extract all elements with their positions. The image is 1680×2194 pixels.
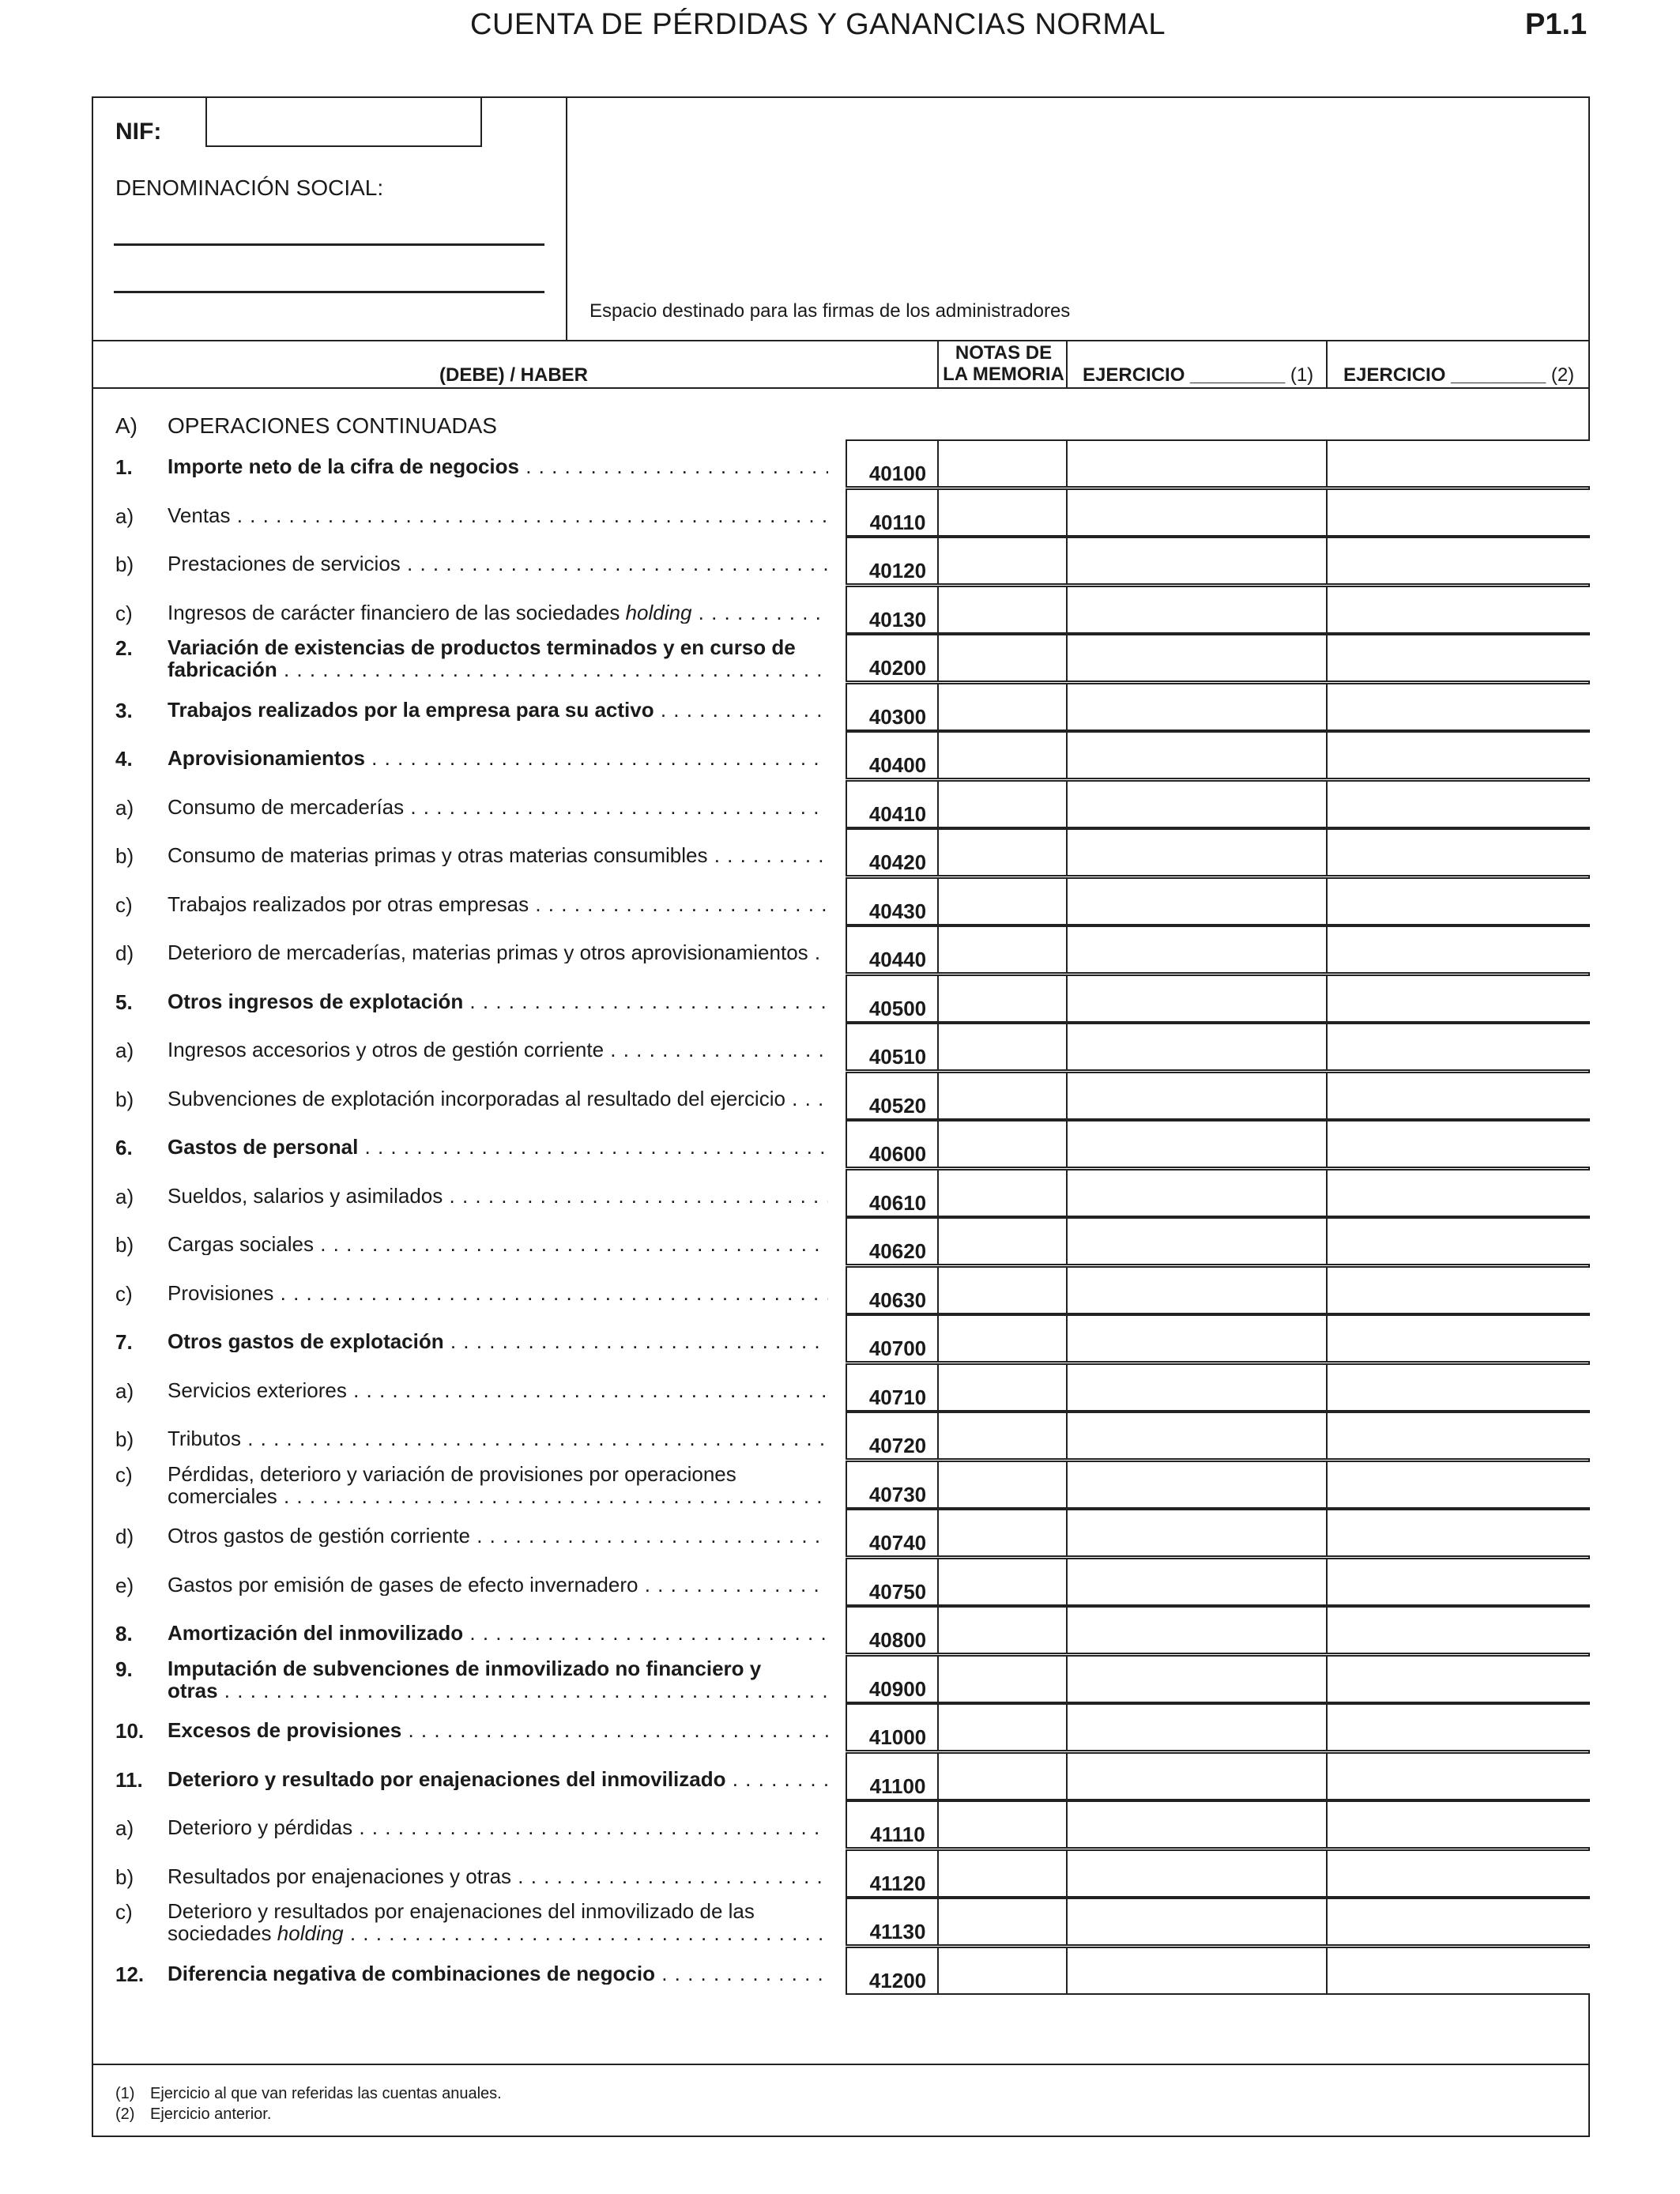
row-label xyxy=(168,1185,828,1207)
ejercicio-2-header xyxy=(1343,364,1574,386)
row-marker: b) xyxy=(115,1233,134,1257)
ejercicio-1-input[interactable] xyxy=(1066,537,1328,585)
row-label-line1: Imputación de subvenciones de inmovilizado no financiero y xyxy=(168,1657,762,1680)
ejercicio-1-input[interactable] xyxy=(1066,1072,1328,1120)
ejercicio-2-input[interactable] xyxy=(1326,731,1590,779)
row-label-italic: holding xyxy=(277,1922,344,1944)
row-label xyxy=(168,601,828,624)
row-label-text: Importe neto de la cifra de negocios xyxy=(168,455,519,477)
row-code: 40630 xyxy=(868,1288,927,1312)
row-label-text: Otros gastos de explotación xyxy=(168,1330,444,1352)
col-divider-notas xyxy=(937,340,939,389)
ejercicio-1-input[interactable] xyxy=(1066,1120,1328,1168)
row-label-text: Servicios exteriores xyxy=(168,1379,347,1401)
ejercicio-1-input[interactable] xyxy=(1066,586,1328,634)
row-marker: 5. xyxy=(115,990,133,1014)
row-label xyxy=(168,1330,828,1352)
columns-header-divider xyxy=(92,387,1590,389)
row-label-line2 xyxy=(168,1679,828,1702)
notas-input[interactable] xyxy=(937,1363,1068,1412)
row-label-text: Gastos por emisión de gases de efecto invernadero xyxy=(168,1574,638,1596)
footnote xyxy=(115,2083,502,2104)
row-code: 40120 xyxy=(868,559,927,582)
row-code: 41000 xyxy=(868,1725,927,1749)
ejercicio-1-input[interactable] xyxy=(1066,780,1328,828)
row-label xyxy=(168,1900,828,1944)
row-label-text: Resultados por enajenaciones y otras xyxy=(168,1865,512,1887)
row-label xyxy=(168,990,828,1012)
notas-input[interactable] xyxy=(937,1655,1068,1703)
notas-input[interactable] xyxy=(937,1898,1068,1946)
notas-input[interactable] xyxy=(937,1800,1068,1849)
row-code: 40420 xyxy=(868,850,927,874)
row-label-line1: Pérdidas, deterioro y variación de provisiones por operaciones xyxy=(168,1462,736,1486)
ejercicio-1-input[interactable] xyxy=(1066,1412,1328,1460)
row-marker: a) xyxy=(115,1185,134,1208)
row-label-text: Provisiones xyxy=(168,1282,274,1304)
row-label xyxy=(168,1719,828,1741)
ejercicio-2-input[interactable] xyxy=(1326,634,1590,682)
row-marker: b) xyxy=(115,1427,134,1451)
ejercicio-2-input[interactable] xyxy=(1326,1169,1590,1217)
row-label-text: Sueldos, salarios y asimilados xyxy=(168,1185,443,1207)
row-label xyxy=(168,796,828,818)
ejercicio-2-input[interactable] xyxy=(1326,877,1590,925)
ejercicio-1-input[interactable] xyxy=(1066,877,1328,925)
ejercicio-1-input[interactable] xyxy=(1066,1606,1328,1654)
row-label xyxy=(168,1622,828,1644)
notas-input[interactable] xyxy=(937,925,1068,974)
row-code: 40500 xyxy=(868,997,927,1020)
ejercicio-1-input[interactable] xyxy=(1066,439,1328,488)
row-label xyxy=(168,1039,828,1061)
row-label-text: Prestaciones de servicios xyxy=(168,552,401,575)
row-marker: 10. xyxy=(115,1719,145,1743)
row-label-text: Consumo de mercaderías xyxy=(168,796,405,818)
row-label xyxy=(168,1233,828,1255)
form-title: CUENTA DE PÉRDIDAS Y GANANCIAS NORMAL xyxy=(470,8,1166,41)
ejercicio-2-input[interactable] xyxy=(1326,1023,1590,1071)
col-divider-ej2 xyxy=(1326,340,1328,389)
ejercicio-1-input[interactable] xyxy=(1066,1800,1328,1849)
row-marker: e) xyxy=(115,1574,134,1597)
ejercicio-2-input[interactable] xyxy=(1326,1947,1590,1995)
ejercicio-1-note: (1) xyxy=(1290,364,1314,386)
row-code: 40100 xyxy=(868,462,927,485)
row-label-line2 xyxy=(168,1485,828,1507)
row-label xyxy=(168,636,828,680)
row-label xyxy=(168,844,828,866)
ejercicio-2-note: (2) xyxy=(1550,364,1575,386)
row-marker: 11. xyxy=(115,1768,143,1792)
row-code: 41130 xyxy=(869,1920,926,1943)
row-label-text: Trabajos realizados por otras empresas xyxy=(168,893,529,915)
row-label xyxy=(168,504,828,526)
ejercicio-2-input[interactable] xyxy=(1326,1655,1590,1703)
row-code: 40610 xyxy=(868,1191,927,1215)
notas-header-line2: LA MEMORIA xyxy=(943,364,1064,385)
row-label-text: Ingresos de carácter financiero de las sociedades xyxy=(168,601,620,624)
ejercicio-1-input[interactable] xyxy=(1066,1461,1328,1509)
row-label xyxy=(168,1282,828,1304)
notas-input[interactable] xyxy=(937,1217,1068,1265)
ejercicio-2-input[interactable] xyxy=(1326,1412,1590,1460)
row-code: 41200 xyxy=(868,1969,927,1992)
row-code: 40720 xyxy=(868,1434,927,1457)
row-marker: 9. xyxy=(115,1657,133,1681)
row-marker: d) xyxy=(115,1525,134,1548)
row-code: 40510 xyxy=(868,1045,927,1069)
row-label-text: Subvenciones de explotación incorporadas al resultado del ejercicio xyxy=(168,1088,785,1110)
denominacion-line-1[interactable] xyxy=(114,243,544,246)
row-label-line1: Deterioro y resultados por enajenaciones del inmovilizado de las xyxy=(168,1899,755,1923)
notas-header-line1: NOTAS DE xyxy=(955,342,1053,364)
nif-label: NIF: xyxy=(115,119,162,145)
row-label-text: Consumo de materias primas y otras materias consumibles xyxy=(168,844,708,866)
row-label xyxy=(168,552,828,575)
row-code: 40900 xyxy=(868,1677,927,1701)
row-code: 40700 xyxy=(868,1336,927,1360)
row-label xyxy=(168,1463,828,1507)
row-marker: 12. xyxy=(115,1962,145,1986)
row-label xyxy=(168,1657,828,1702)
ejercicio-2-input[interactable] xyxy=(1326,1217,1590,1265)
ejercicio-2-input[interactable] xyxy=(1326,537,1590,585)
row-marker: a) xyxy=(115,1816,134,1840)
ejercicio-1-input[interactable] xyxy=(1066,1314,1328,1363)
row-code: 40800 xyxy=(868,1628,927,1652)
row-marker: c) xyxy=(115,1900,133,1924)
row-label-line2-text: fabricación xyxy=(168,658,277,680)
row-marker: a) xyxy=(115,504,134,528)
row-label-text: Trabajos realizados por la empresa para su activo xyxy=(168,699,654,721)
notas-input[interactable] xyxy=(937,537,1068,585)
ejercicio-1-input[interactable] xyxy=(1066,731,1328,779)
row-label xyxy=(168,941,828,963)
row-marker: 1. xyxy=(115,455,133,479)
notas-input[interactable] xyxy=(937,1072,1068,1120)
signatures-note: Espacio destinado para las firmas de los administradores xyxy=(590,300,1071,322)
footnote-divider xyxy=(92,2064,1590,2065)
notas-input[interactable] xyxy=(937,1947,1068,1995)
notas-memoria-header xyxy=(940,342,1067,385)
ejercicio-1-input[interactable] xyxy=(1066,974,1328,1023)
ejercicio-2-input[interactable] xyxy=(1326,1120,1590,1168)
row-label-text: Amortización del inmovilizado xyxy=(168,1622,464,1644)
row-label xyxy=(168,747,828,769)
ejercicio-2-input[interactable] xyxy=(1326,780,1590,828)
ejercicio-1-input[interactable] xyxy=(1066,1898,1328,1946)
footnotes xyxy=(115,2083,502,2124)
ejercicio-1-input[interactable] xyxy=(1066,488,1328,537)
notas-input[interactable] xyxy=(937,1752,1068,1800)
row-marker: 4. xyxy=(115,747,133,771)
ejercicio-1-input[interactable] xyxy=(1066,1217,1328,1265)
ejercicio-2-input[interactable] xyxy=(1326,1558,1590,1606)
ejercicio-2-input[interactable] xyxy=(1326,1898,1590,1946)
row-label xyxy=(168,1088,828,1110)
ejercicio-2-input[interactable] xyxy=(1326,1072,1590,1120)
notas-input[interactable] xyxy=(937,828,1068,876)
row-label-text: Deterioro de mercaderías, materias primas y otros aprovisionamientos xyxy=(168,941,808,963)
ejercicio-1-input[interactable] xyxy=(1066,1266,1328,1314)
row-code: 40620 xyxy=(868,1239,927,1263)
row-label-line2-text: comerciales xyxy=(168,1485,277,1507)
row-label xyxy=(168,1574,828,1596)
row-code: 40710 xyxy=(868,1385,927,1409)
ejercicio-2-input[interactable] xyxy=(1326,1752,1590,1800)
ejercicio-1-input[interactable] xyxy=(1066,925,1328,974)
row-label xyxy=(168,1768,828,1790)
row-marker: b) xyxy=(115,1088,134,1111)
notas-input[interactable] xyxy=(937,780,1068,828)
row-code: 41110 xyxy=(870,1823,925,1846)
row-label xyxy=(168,1427,828,1449)
ejercicio-2-input[interactable] xyxy=(1326,488,1590,537)
notas-input[interactable] xyxy=(937,683,1068,731)
ejercicio-2-input[interactable] xyxy=(1326,439,1590,488)
ejercicio-1-input[interactable] xyxy=(1066,1849,1328,1898)
section-title: OPERACIONES CONTINUADAS xyxy=(168,413,497,438)
nif-field[interactable] xyxy=(205,96,482,147)
signature-divider xyxy=(566,96,567,340)
row-label-text: Tributos xyxy=(168,1427,241,1449)
row-marker: b) xyxy=(115,552,134,576)
notas-input[interactable] xyxy=(937,974,1068,1023)
notas-input[interactable] xyxy=(937,1849,1068,1898)
row-label-italic: holding xyxy=(625,601,692,624)
notas-input[interactable] xyxy=(937,1169,1068,1217)
ejercicio-1-input[interactable] xyxy=(1066,1509,1328,1557)
row-code: 40740 xyxy=(868,1531,927,1555)
row-marker: 8. xyxy=(115,1622,133,1646)
row-code: 40520 xyxy=(868,1094,927,1118)
notas-input[interactable] xyxy=(937,439,1068,488)
row-marker: c) xyxy=(115,1463,133,1487)
row-label-line2-text: otras xyxy=(168,1679,218,1702)
row-label xyxy=(168,1379,828,1401)
row-marker: 3. xyxy=(115,699,133,722)
ejercicio-1-input[interactable] xyxy=(1066,1655,1328,1703)
denominacion-label: DENOMINACIÓN SOCIAL: xyxy=(115,175,384,200)
row-code: 41100 xyxy=(869,1774,926,1798)
row-label-line2 xyxy=(168,1922,828,1944)
footnote-marker: (1) xyxy=(115,2085,135,2102)
ejercicio-2-input[interactable] xyxy=(1326,974,1590,1023)
row-label-text: Excesos de provisiones xyxy=(168,1719,402,1741)
row-label xyxy=(168,1962,828,1985)
debe-haber-header: (DEBE) / HABER xyxy=(439,364,589,386)
row-code: 40730 xyxy=(868,1483,927,1506)
row-marker: 2. xyxy=(115,636,133,660)
notas-input[interactable] xyxy=(937,1606,1068,1654)
ejercicio-2-input[interactable] xyxy=(1326,586,1590,634)
row-marker: a) xyxy=(115,796,134,820)
notas-input[interactable] xyxy=(937,877,1068,925)
footnote-marker: (2) xyxy=(115,2105,135,2123)
notas-input[interactable] xyxy=(937,488,1068,537)
ejercicio-1-input[interactable] xyxy=(1066,1703,1328,1751)
row-marker: c) xyxy=(115,1282,133,1306)
row-marker: c) xyxy=(115,893,133,917)
row-label-text: Ventas xyxy=(168,504,231,526)
row-label xyxy=(168,1525,828,1547)
row-marker: d) xyxy=(115,941,134,965)
row-label-line2-text: sociedades xyxy=(168,1922,272,1944)
row-marker: a) xyxy=(115,1379,134,1403)
notas-input[interactable] xyxy=(937,1703,1068,1751)
row-label-text: Gastos de personal xyxy=(168,1136,359,1158)
ejercicio-2-input[interactable] xyxy=(1326,1703,1590,1751)
row-code: 40600 xyxy=(868,1142,927,1166)
ejercicio-1-input[interactable] xyxy=(1066,1169,1328,1217)
ejercicio-2-input[interactable] xyxy=(1326,1266,1590,1314)
row-code: 40430 xyxy=(868,899,927,923)
ejercicio-2-label: EJERCICIO _________ xyxy=(1343,364,1546,386)
row-label xyxy=(168,455,828,477)
ejercicio-2-input[interactable] xyxy=(1326,925,1590,974)
row-code: 40440 xyxy=(868,948,927,971)
ejercicio-2-input[interactable] xyxy=(1326,1461,1590,1509)
row-marker: 7. xyxy=(115,1330,133,1354)
denominacion-line-2[interactable] xyxy=(114,291,544,293)
notas-input[interactable] xyxy=(937,1120,1068,1168)
ejercicio-2-input[interactable] xyxy=(1326,1363,1590,1412)
row-code: 41120 xyxy=(869,1872,926,1895)
footnote-text: Ejercicio al que van referidas las cuentas anuales. xyxy=(150,2085,502,2102)
row-code: 40750 xyxy=(868,1580,927,1604)
row-label-text: Ingresos accesorios y otros de gestión corriente xyxy=(168,1039,605,1061)
notas-input[interactable] xyxy=(937,1558,1068,1606)
row-marker: b) xyxy=(115,844,134,868)
row-label xyxy=(168,893,828,915)
notas-input[interactable] xyxy=(937,731,1068,779)
row-label xyxy=(168,1816,828,1838)
ejercicio-2-input[interactable] xyxy=(1326,1849,1590,1898)
row-label-text: Diferencia negativa de combinaciones de negocio xyxy=(168,1962,655,1985)
section-marker: A) xyxy=(115,413,137,438)
row-label-text: Deterioro y pérdidas xyxy=(168,1816,353,1838)
row-label xyxy=(168,1136,828,1158)
row-label-line2 xyxy=(168,658,828,680)
notas-input[interactable] xyxy=(937,1461,1068,1509)
notas-input[interactable] xyxy=(937,586,1068,634)
ejercicio-1-header xyxy=(1083,364,1313,386)
form-code: P1.1 xyxy=(1525,8,1588,41)
row-code: 40110 xyxy=(869,511,926,534)
row-code: 40300 xyxy=(868,705,927,729)
header-divider xyxy=(92,340,1590,341)
row-code: 40130 xyxy=(868,608,927,631)
footnote xyxy=(115,2104,502,2124)
notas-input[interactable] xyxy=(937,1314,1068,1363)
row-label-line1: Variación de existencias de productos terminados y en curso de xyxy=(168,635,796,659)
row-marker: a) xyxy=(115,1039,134,1062)
ejercicio-2-input[interactable] xyxy=(1326,1314,1590,1363)
ejercicio-1-input[interactable] xyxy=(1066,683,1328,731)
row-marker: b) xyxy=(115,1865,134,1889)
row-marker: 6. xyxy=(115,1136,133,1159)
notas-input[interactable] xyxy=(937,1023,1068,1071)
ejercicio-1-label: EJERCICIO _________ xyxy=(1083,364,1286,386)
notas-input[interactable] xyxy=(937,634,1068,682)
notas-input[interactable] xyxy=(937,1509,1068,1557)
notas-input[interactable] xyxy=(937,1412,1068,1460)
ejercicio-2-input[interactable] xyxy=(1326,828,1590,876)
row-code: 40410 xyxy=(868,802,927,826)
ejercicio-1-input[interactable] xyxy=(1066,1558,1328,1606)
ejercicio-2-input[interactable] xyxy=(1326,683,1590,731)
row-label-text: Deterioro y resultado por enajenaciones del inmovilizado xyxy=(168,1768,726,1790)
ejercicio-2-input[interactable] xyxy=(1326,1800,1590,1849)
row-code: 40200 xyxy=(868,656,927,680)
row-marker: c) xyxy=(115,601,133,625)
footnote-text: Ejercicio anterior. xyxy=(150,2105,272,2123)
section-heading xyxy=(115,413,497,439)
row-label xyxy=(168,1865,828,1887)
ejercicio-1-input[interactable] xyxy=(1066,1752,1328,1800)
row-code: 40400 xyxy=(868,753,927,777)
ejercicio-1-input[interactable] xyxy=(1066,634,1328,682)
ejercicio-1-input[interactable] xyxy=(1066,1363,1328,1412)
ejercicio-1-input[interactable] xyxy=(1066,1947,1328,1995)
ejercicio-2-input[interactable] xyxy=(1326,1509,1590,1557)
row-label-text: Aprovisionamientos xyxy=(168,747,365,769)
ejercicio-2-input[interactable] xyxy=(1326,1606,1590,1654)
row-label-text: Otros gastos de gestión corriente xyxy=(168,1525,470,1547)
row-label xyxy=(168,699,828,721)
row-label-text: Cargas sociales xyxy=(168,1233,314,1255)
notas-input[interactable] xyxy=(937,1266,1068,1314)
ejercicio-1-input[interactable] xyxy=(1066,828,1328,876)
ejercicio-1-input[interactable] xyxy=(1066,1023,1328,1071)
row-label-text: Otros ingresos de explotación xyxy=(168,990,464,1012)
